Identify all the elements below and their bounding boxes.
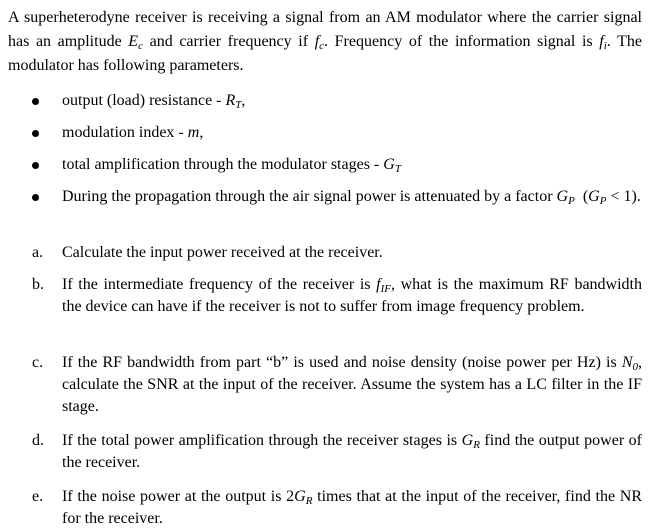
symbol-m: m: [187, 124, 200, 141]
bullet-item-load-resistance: output (load) resistance - $R_T$,: [62, 90, 642, 112]
question-letter: e.: [32, 488, 44, 505]
symbol-GP: $G_P$: [556, 188, 575, 207]
symbol-GP-2: $G_P$: [588, 188, 607, 207]
symbol-Ec: $E_c$: [128, 33, 143, 52]
intro-text-4: . The modulator has following parameters.: [8, 33, 642, 74]
intro-text-3: . Frequency of the information signal is: [324, 33, 600, 50]
symbol-N0: $N_0$: [621, 354, 638, 373]
intro-paragraph: [8, 6, 642, 78]
symbol-fc: $f_c$: [314, 33, 325, 52]
bullet-item-modulation-index: modulation index - m,: [62, 122, 642, 144]
question-letter: a.: [32, 244, 44, 261]
question-letter: c.: [32, 354, 44, 371]
symbol-fi: $f_i$: [599, 33, 607, 52]
symbol-RT: $R_T$: [225, 92, 242, 111]
symbol-GR: $G_R$: [461, 432, 480, 451]
question-b: b. If the intermediate frequency of the receiver is $f_{IF}$, what is the maximum RF bandwidth the device can have if the receiver is not to suffer from image frequency problem.: [32, 276, 642, 315]
bullet-icon: [32, 130, 39, 137]
symbol-GT: $G_T$: [383, 156, 401, 175]
bullet-icon: [32, 162, 39, 169]
bullet-item-total-amplification: total amplification through the modulator stages - $G_T$: [62, 154, 642, 176]
question-c: c. If the RF bandwidth from part “b” is used and noise density (noise power per Hz) is $N_0$, calculate the SNR at the input of the receiver. Assume the system has a LC filter in the IF stage.: [32, 354, 642, 415]
bullet-icon: [32, 194, 39, 201]
bullet-icon: [32, 98, 39, 105]
question-text: Calculate the input power received at the receiver.: [62, 244, 383, 261]
question-a: [32, 242, 642, 264]
intro-text-2: and carrier frequency if: [142, 33, 315, 50]
symbol-fIF: $f_{IF}$: [376, 276, 391, 295]
symbol-GR-2: $G_R$: [294, 488, 313, 507]
intro-text-1: A superheterodyne receiver is receiving a signal from an AM modulator where the carrier signal has an amplitude: [8, 9, 642, 50]
question-letter: b.: [32, 276, 44, 293]
bullet-item-attenuation: During the propagation through the air signal power is attenuated by a factor $G_P$ $(G_P < 1)$.: [62, 186, 642, 208]
question-d: d. If the total power amplification through the receiver stages is $G_R$ find the output power of the receiver.: [32, 432, 642, 471]
question-letter: d.: [32, 432, 44, 449]
question-e: e. If the noise power at the output is $2G_R$ times that at the input of the receiver, find the NR for the receiver.: [32, 488, 642, 527]
